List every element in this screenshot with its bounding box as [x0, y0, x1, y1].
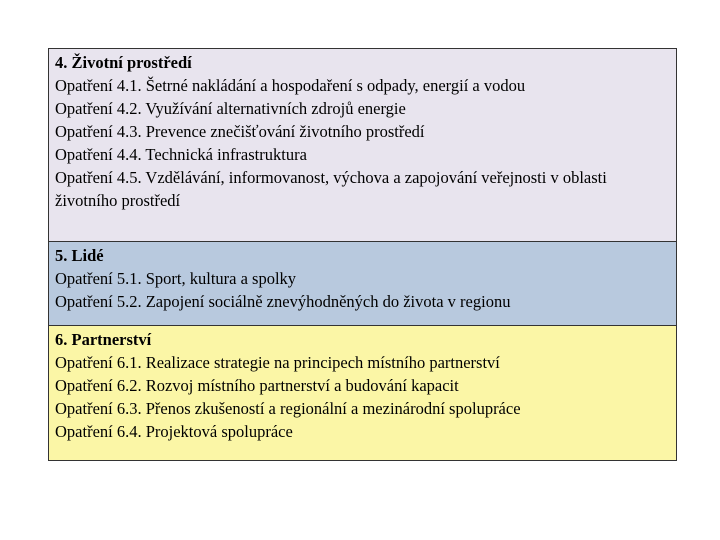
- measure-item: Opatření 4.4. Technická infrastruktura: [55, 145, 307, 164]
- measure-item: Opatření 6.1. Realizace strategie na principech místního partnerství: [55, 353, 500, 372]
- section-partnership: [49, 326, 676, 460]
- measure-item: Opatření 6.4. Projektová spolupráce: [55, 422, 293, 441]
- measure-item: Opatření 4.5. Vzdělávání, informovanost, výchova a zapojování veřejnosti v oblasti životního prostředí: [55, 168, 607, 210]
- measure-item: Opatření 4.1. Šetrné nakládání a hospodaření s odpady, energií a vodou: [55, 76, 526, 95]
- measure-item: Opatření 4.3. Prevence znečišťování životního prostředí: [55, 122, 425, 141]
- section-heading: 4. Životní prostředí: [55, 53, 192, 72]
- measure-item: Opatření 6.2. Rozvoj místního partnerství a budování kapacit: [55, 376, 459, 395]
- measures-table: [48, 48, 677, 461]
- section-environment: [49, 49, 676, 242]
- measure-item: Opatření 6.3. Přenos zkušeností a regionální a mezinárodní spolupráce: [55, 399, 521, 418]
- measure-item: Opatření 5.1. Sport, kultura a spolky: [55, 269, 297, 288]
- measure-item: Opatření 4.2. Využívání alternativních zdrojů energie: [55, 99, 406, 118]
- measure-item: Opatření 5.2. Zapojení sociálně znevýhodněných do života v regionu: [55, 292, 511, 311]
- section-people: [49, 242, 676, 326]
- section-heading: 5. Lidé: [55, 246, 104, 265]
- section-heading: 6. Partnerství: [55, 330, 152, 349]
